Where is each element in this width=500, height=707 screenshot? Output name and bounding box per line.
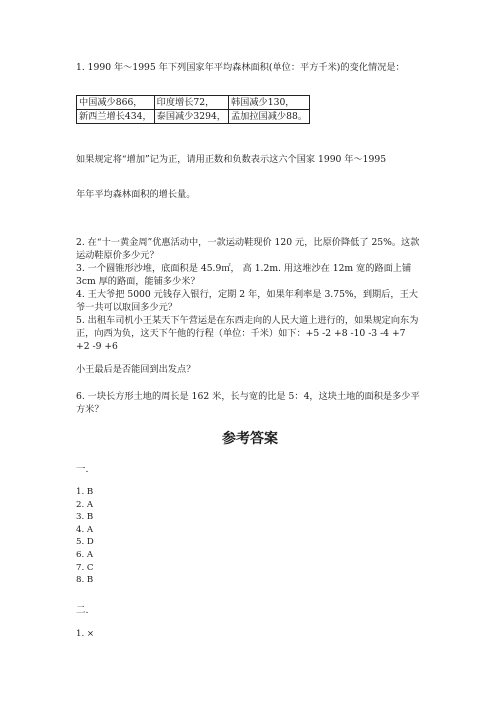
answer-list-2 <box>76 628 94 641</box>
table-cell: 韩国减少130， <box>229 96 310 110</box>
forest-change-table <box>76 95 310 124</box>
question-2: 2. 在“十一黄金周”优惠活动中，一款运动鞋现价 120 元，比原价降低了 25%。这款运动鞋原价多少元？ <box>76 237 420 261</box>
list-item: 8. B <box>76 575 94 586</box>
question-5: 5. 出租车司机小王某天下午营运是在东西走向的人民大道上进行的，如果规定向东为正，向西为负，这天下午他的行程（单位：千米）如下：+5 -2 +8 -10 -3 -4 +7 +2 -9 +6 <box>76 315 419 352</box>
table-cell: 新西兰增长434， <box>77 110 155 124</box>
answers-title: 参考答案 <box>222 431 278 447</box>
list-item: 1. × <box>76 629 95 639</box>
list-item: 7. C <box>76 562 94 573</box>
table-row <box>77 110 310 124</box>
list-item: 3. B <box>76 512 94 523</box>
question-4: 4. 王大爷把 5000 元钱存入银行，定期 2 年，如果年利率是 3.75%，到期后，王大爷一共可以取回多少元？ <box>76 289 418 313</box>
list-item: 5. D <box>76 537 94 548</box>
list-item: 6. A <box>76 549 94 560</box>
table-cell: 中国减少866， <box>77 96 155 110</box>
list-item: 2. A <box>76 499 94 510</box>
answer-list <box>76 486 94 587</box>
question-3: 3. 一个圆锥形沙堆，底面积是 45.9㎡， 高 1.2m. 用这堆沙在 12m 宽的路面上铺 3cm 厚的路面，能铺多少米？ <box>76 263 412 287</box>
question-6: 6. 一块长方形土地的周长是 162 米，长与宽的比是 5：4，这块土地的面积是多少平方米？ <box>76 391 420 415</box>
table-row <box>77 96 310 110</box>
question-1-intro: 1. 1990 年～1995 年下列国家年平均森林面积(单位：平方千米)的变化情况是： <box>76 62 405 73</box>
question-5-ask: 小王最后是否能回到出发点？ <box>76 364 196 375</box>
table-cell: 印度增长72， <box>154 96 228 110</box>
question-1-task: 年年平均森林面积的增长量。 <box>76 189 196 200</box>
list-item: 1. B <box>76 487 94 497</box>
question-1-rule: 如果规定将“增加”记为正，请用正数和负数表示这六个国家 1990 年～1995 <box>76 154 387 165</box>
answer-section-1: 一. <box>76 464 89 475</box>
answer-section-2: 二. <box>76 605 89 616</box>
table-cell: 泰国减少3294， <box>154 110 228 124</box>
list-item: 4. A <box>76 524 94 535</box>
table-cell: 孟加拉国减少88。 <box>229 110 310 124</box>
